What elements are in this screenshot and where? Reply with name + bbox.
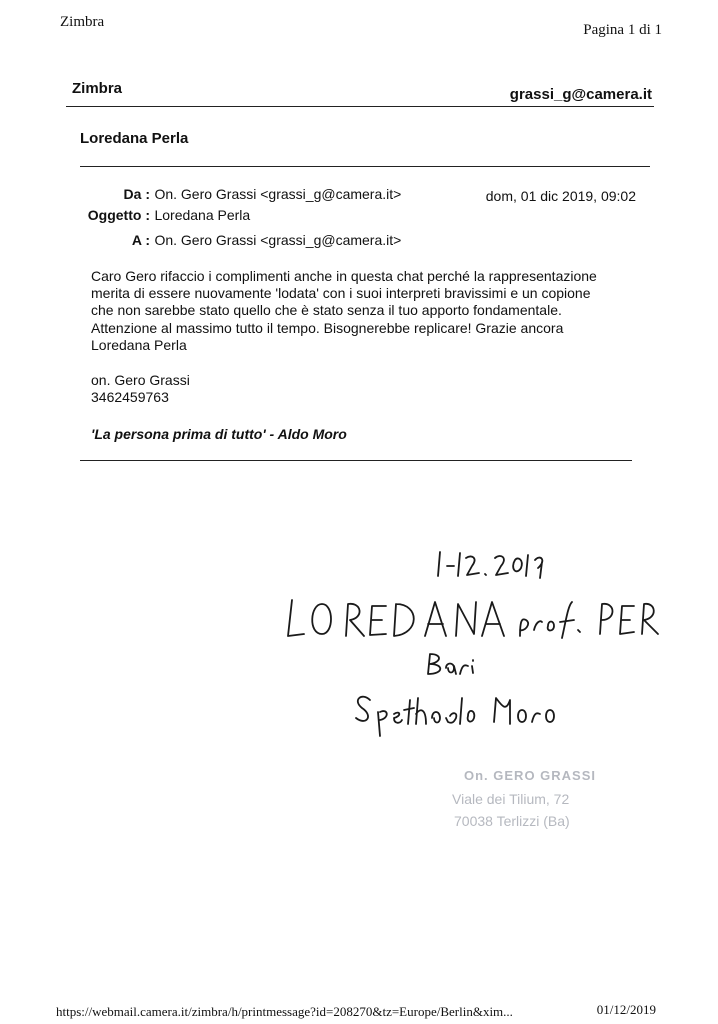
signature-phone: 3462459763 <box>91 389 169 405</box>
handwritten-name <box>288 600 658 638</box>
signature-quote: 'La persona prima di tutto' - Aldo Moro <box>91 426 347 442</box>
sent-date: dom, 01 dic 2019, 09:02 <box>485 188 636 204</box>
stamp-line-3: 70038 Terlizzi (Ba) <box>454 813 570 829</box>
signature-divider <box>80 460 632 461</box>
from-value: On. Gero Grassi <grassi_g@camera.it> <box>154 186 402 202</box>
handwritten-note <box>356 697 554 736</box>
from-label: Da : <box>123 186 150 202</box>
handwritten-city <box>428 654 473 674</box>
address-stamp <box>440 766 610 836</box>
app-name: Zimbra <box>72 80 123 97</box>
to-row <box>54 232 401 250</box>
message-title: Loredana Perla <box>80 130 189 147</box>
handwritten-notes <box>270 540 660 740</box>
subject-row <box>54 207 250 225</box>
account-email: grassi_g@camera.it <box>509 86 652 103</box>
stamp-line-1: On. GERO GRASSI <box>464 768 597 783</box>
print-header-page-number: Pagina 1 di 1 <box>583 22 662 38</box>
print-footer-url: https://webmail.camera.it/zimbra/h/printmessage?id=208270&tz=Europe/Berlin&xim... <box>56 1004 513 1019</box>
signature-name: on. Gero Grassi <box>91 372 190 388</box>
to-label: A : <box>131 232 150 248</box>
message-body: Caro Gero rifaccio i complimenti anche in questa chat perché la rappresentazione merita di essere nuovamente 'lodata' con i suoi interpreti bravissimi e un copione che non sarebbe stato quello che è stato senza il tuo apporto fondamentale. Attenzione al massimo tutto il tempo. Bisognerebbe replicare! Grazie ancora Loredana Perla <box>91 268 597 353</box>
stamp-line-2: Viale dei Tilium, 72 <box>452 791 570 807</box>
title-divider <box>80 166 650 167</box>
handwritten-date <box>438 552 542 578</box>
print-footer-date: 01/12/2019 <box>596 1002 656 1017</box>
print-header-app-name: Zimbra <box>60 14 105 30</box>
from-row <box>54 186 401 204</box>
to-value: On. Gero Grassi <grassi_g@camera.it> <box>154 232 402 248</box>
subject-label: Oggetto : <box>87 207 150 223</box>
subject-value: Loredana Perla <box>154 207 251 223</box>
header-divider <box>66 106 654 107</box>
